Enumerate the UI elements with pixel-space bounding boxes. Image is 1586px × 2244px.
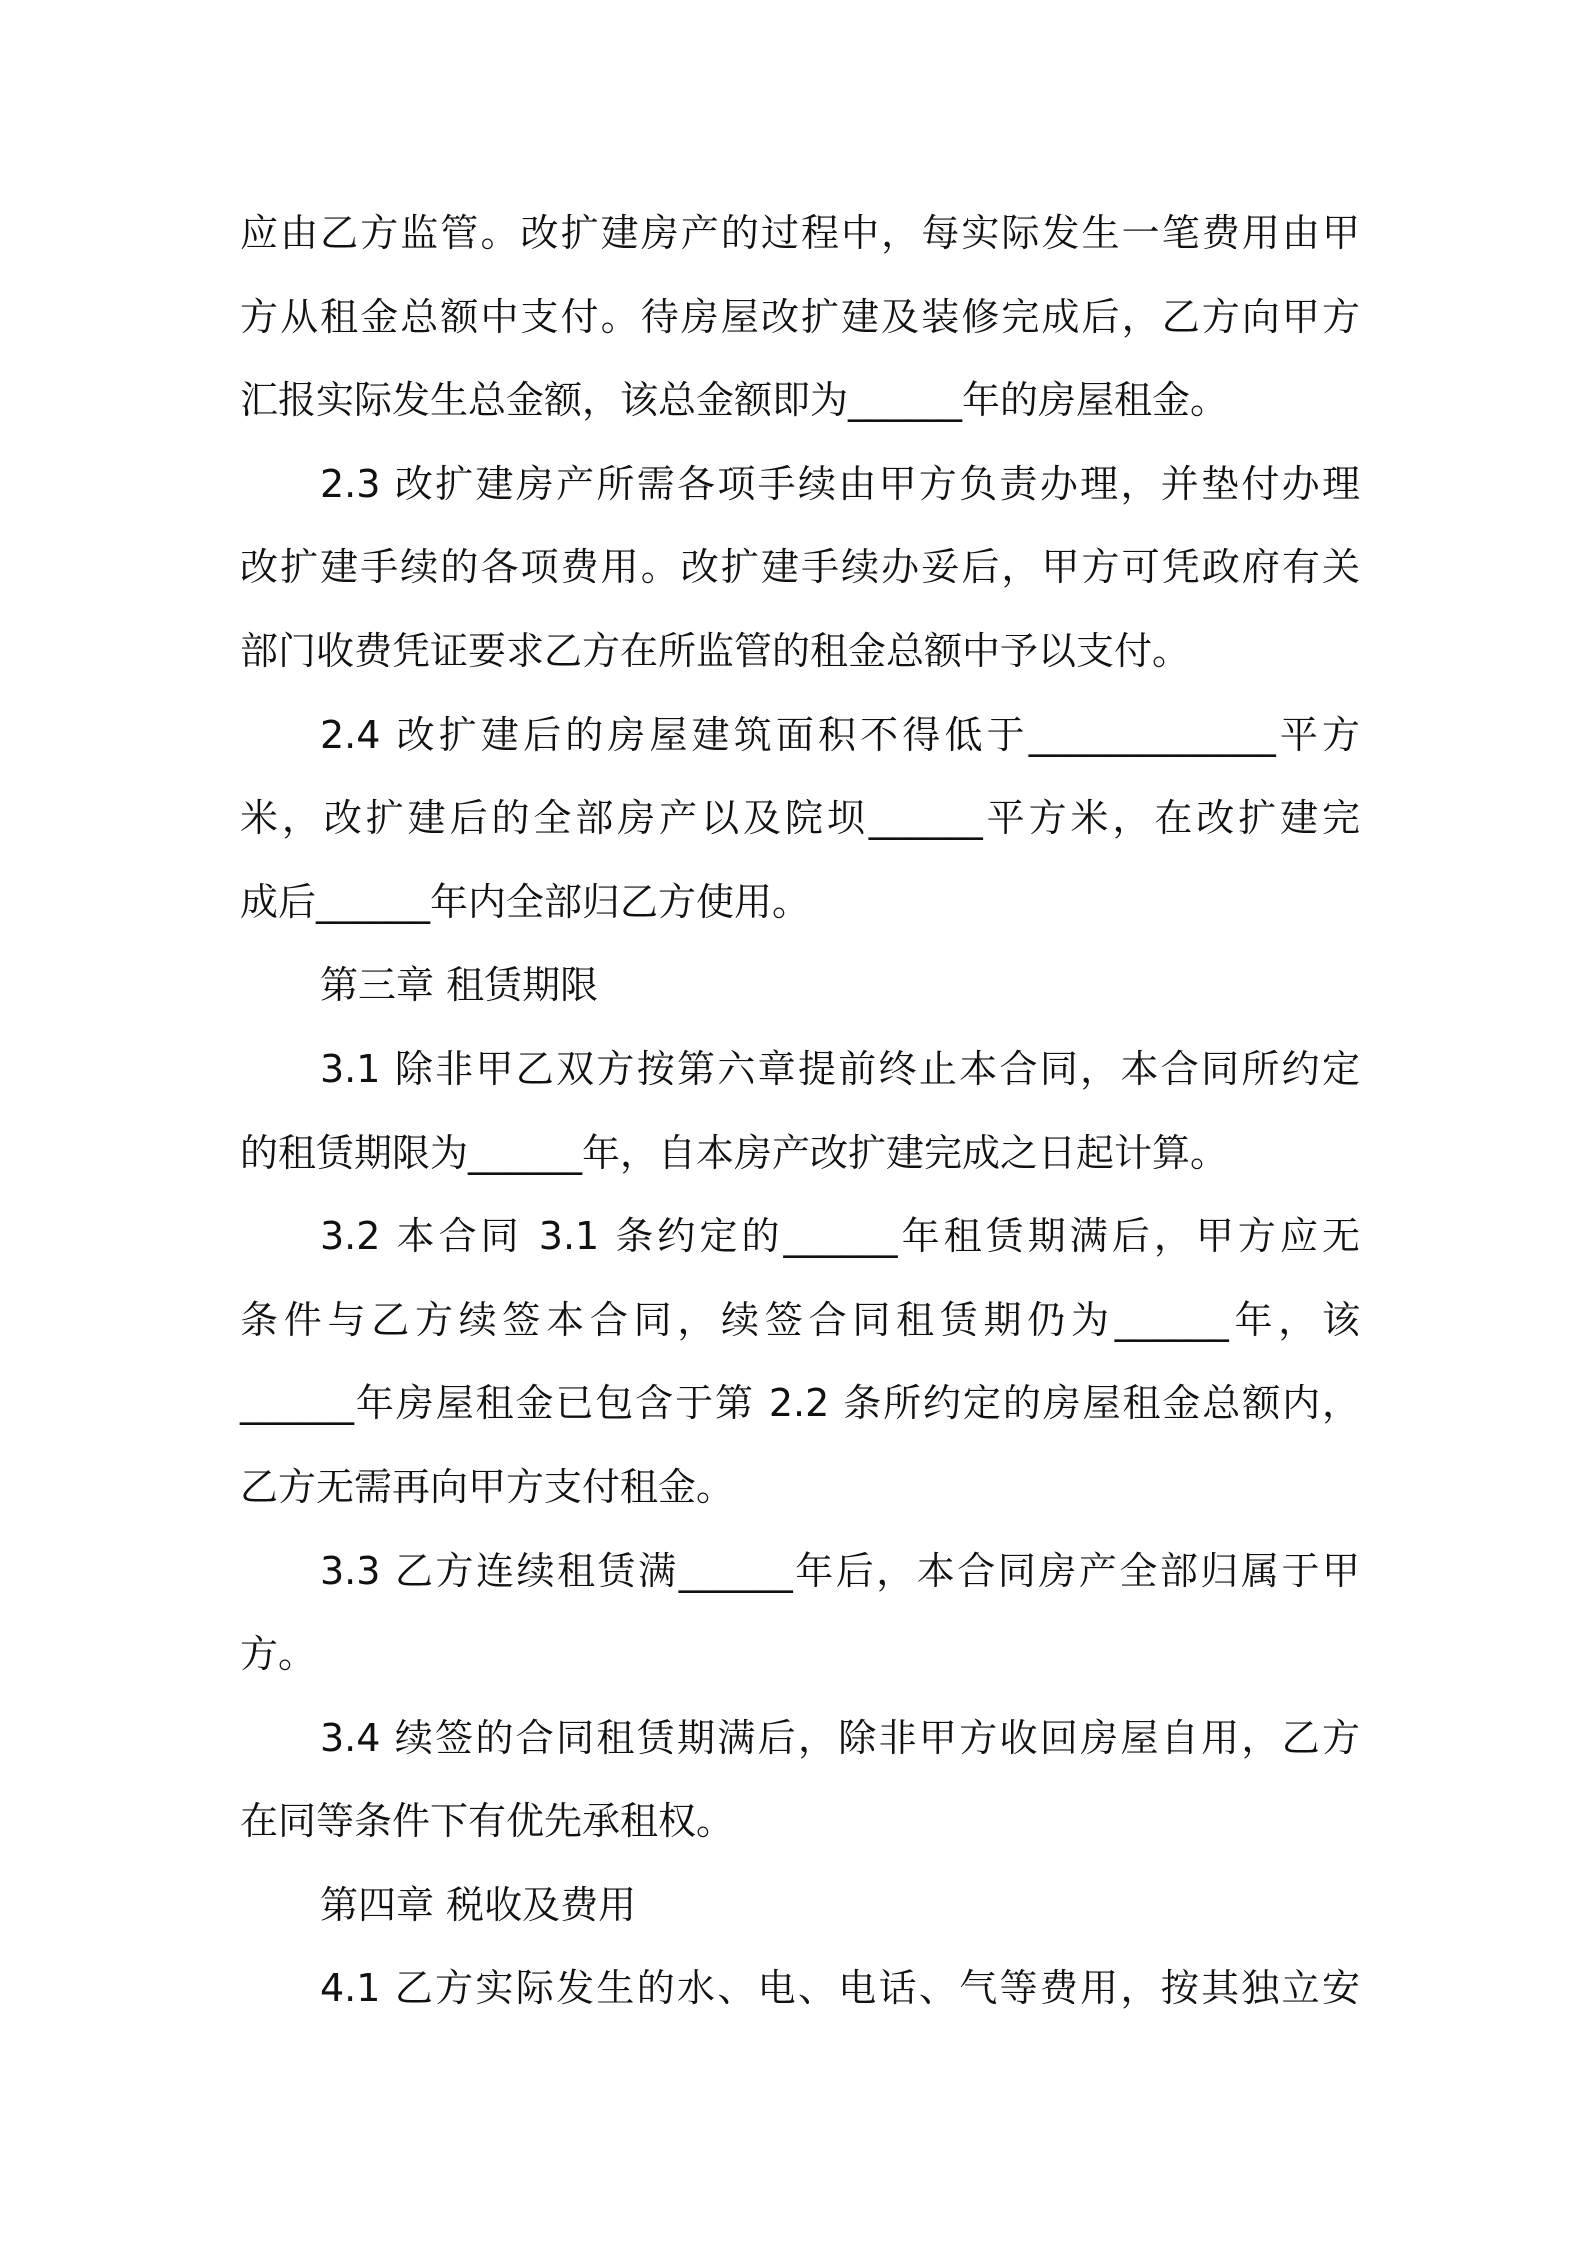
section-3-1-line: 3.1 除非甲乙双方按第六章提前终止本合同，本合同所约定: [320, 1046, 1360, 1091]
document-line: 米，改扩建后的全部房产以及院坝______平方米，在改扩建完: [240, 796, 1360, 841]
document-line: 改扩建手续的各项费用。改扩建手续办妥后，甲方可凭政府有关: [240, 545, 1360, 590]
document-line: 部门收费凭证要求乙方在所监管的租金总额中予以支付。: [240, 628, 1191, 673]
document-line: 方从租金总额中支付。待房屋改扩建及装修完成后，乙方向甲方: [240, 294, 1360, 339]
section-2-3-line: 2.3 改扩建房产所需各项手续由甲方负责办理，并垫付办理: [320, 461, 1360, 506]
document-line: 汇报实际发生总金额，该总金额即为______年的房屋租金。: [240, 378, 1229, 423]
chapter-3-heading: 第三章 租赁期限: [320, 963, 599, 1008]
section-3-2-line: 3.2 本合同 3.1 条约定的______年租赁期满后，甲方应无: [320, 1214, 1360, 1259]
section-3-3-line: 3.3 乙方连续租赁满______年后，本合同房产全部归属于甲: [320, 1548, 1360, 1593]
document-line: 方。: [240, 1632, 317, 1677]
document-line: ______年房屋租金已包含于第 2.2 条所约定的房屋租金总额内，: [240, 1381, 1360, 1426]
document-line: 应由乙方监管。改扩建房产的过程中，每实际发生一笔费用由甲: [240, 211, 1360, 255]
document-page: [240, 192, 1360, 2031]
section-4-1-line: 4.1 乙方实际发生的水、电、电话、气等费用，按其独立安: [320, 1966, 1360, 2011]
section-2-4-line: 2.4 改扩建后的房屋建筑面积不得低于_____________平方: [320, 712, 1360, 757]
document-line: 乙方无需再向甲方支付租金。: [240, 1464, 735, 1509]
document-line: 的租赁期限为______年，自本房产改扩建完成之日起计算。: [240, 1130, 1229, 1175]
document-line: 条件与乙方续签本合同，续签合同租赁期仍为______年，该: [240, 1297, 1360, 1342]
document-line: 在同等条件下有优先承租权。: [240, 1799, 735, 1844]
section-3-4-line: 3.4 续签的合同租赁期满后，除非甲方收回房屋自用，乙方: [320, 1715, 1360, 1760]
document-line: 成后______年内全部归乙方使用。: [240, 879, 811, 924]
chapter-4-heading: 第四章 税收及费用: [320, 1882, 637, 1927]
